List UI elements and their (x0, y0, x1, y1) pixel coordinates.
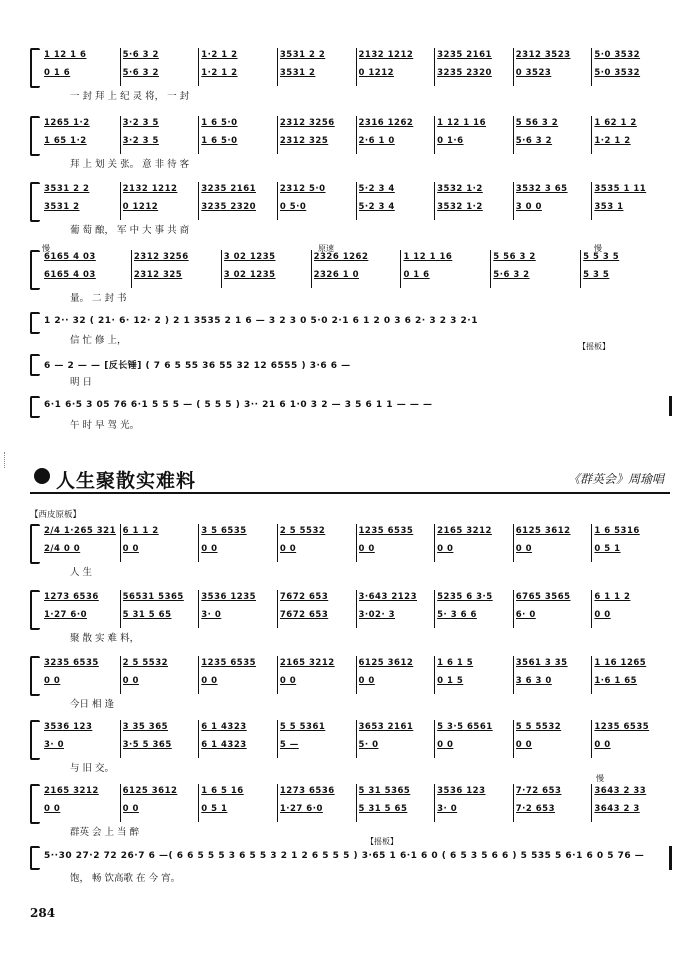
upper-voice: 2312 3256 (279, 118, 335, 128)
measure (120, 524, 199, 562)
upper-voice: 1 12 1 16 (437, 118, 486, 128)
lower-voice: 3532 1·2 (437, 202, 483, 212)
score-system (30, 590, 670, 648)
lower-voice: 0 0 (122, 544, 139, 554)
upper-voice: 3235 2161 (201, 184, 257, 194)
yaoban-mark: 【摇板】 (366, 837, 398, 846)
upper-voice: 5 56 3 2 (493, 252, 536, 262)
lyrics-line: 饱， 畅 饮高歌 在 今 宵。 (70, 873, 181, 884)
lyrics-line: 信 忙 修 上， (70, 335, 127, 346)
lower-voice: 0 0 (437, 544, 454, 554)
song-header (30, 466, 670, 500)
upper-voice: 3·2 3 5 (122, 118, 159, 128)
upper-voice: 5·0 3532 (594, 50, 641, 60)
lower-voice: 0 0 (515, 544, 533, 554)
lower-voice: 3531 2 (279, 68, 316, 78)
lower-voice: 0 0 (201, 544, 218, 554)
upper-voice: 2/4 1·265 321 (44, 526, 116, 536)
page-number: 284 (30, 906, 56, 920)
lower-voice: 0 5·0 (279, 202, 307, 212)
measure-row (42, 250, 670, 288)
measure (120, 116, 199, 154)
upper-voice: 5 56 3 2 (515, 118, 559, 128)
system-bracket (30, 784, 40, 824)
final-barline (669, 846, 672, 870)
measure (490, 250, 580, 288)
measure-row (42, 656, 670, 694)
measure (434, 116, 513, 154)
lower-voice: 2·6 1 0 (358, 136, 395, 146)
free-line-1 (30, 312, 670, 346)
measure (356, 784, 435, 822)
lower-voice: 3·5 5 365 (122, 740, 172, 750)
system-bracket (30, 116, 40, 156)
lower-voice: 1·6 1 65 (594, 676, 638, 686)
lower-voice: 5 — (279, 740, 299, 750)
measure-row (42, 48, 670, 86)
upper-voice: 3 02 1235 (223, 252, 276, 262)
upper-voice: 3536 123 (44, 722, 93, 732)
lower-voice: 6 1 4323 (201, 740, 247, 750)
measure (434, 720, 513, 758)
measure (356, 720, 435, 758)
measure (198, 720, 277, 758)
upper-voice: 1235 6535 (201, 658, 257, 668)
lower-voice: 6· 0 (515, 610, 536, 620)
measure (42, 524, 120, 562)
upper-voice: 2 5 5532 (122, 658, 169, 668)
upper-voice: 2165 3212 (279, 658, 335, 668)
upper-voice: 3235 6535 (44, 658, 99, 668)
lower-voice: 3·2 3 5 (122, 136, 159, 146)
measure (277, 590, 356, 628)
system-bracket (30, 590, 40, 630)
lower-voice: 2312 325 (279, 136, 329, 146)
measure (434, 182, 513, 220)
lower-voice: 5·0 3532 (594, 68, 641, 78)
measure (42, 784, 120, 822)
line-bracket (30, 354, 40, 376)
measure (198, 524, 277, 562)
measure (277, 524, 356, 562)
measure (311, 250, 401, 288)
measure-row (42, 182, 670, 220)
lower-voice: 3235 2320 (201, 202, 257, 212)
lower-voice: 0 0 (201, 676, 218, 686)
lower-voice: 7·2 653 (515, 804, 556, 814)
measure (120, 48, 199, 86)
upper-voice: 6 1 4323 (201, 722, 247, 732)
measure (434, 784, 513, 822)
line-bracket (30, 846, 40, 870)
lower-voice: 0 1212 (358, 68, 395, 78)
lower-voice: 0 0 (279, 544, 297, 554)
upper-voice: 3643 2 33 (594, 786, 647, 796)
measure (400, 250, 490, 288)
upper-voice: 3653 2161 (358, 722, 414, 732)
system-bracket (30, 250, 40, 290)
line-bracket (30, 396, 40, 418)
upper-voice: 1235 6535 (594, 722, 650, 732)
measure (221, 250, 311, 288)
upper-voice: 2 5 5532 (279, 526, 326, 536)
score-system (30, 784, 670, 840)
measure (591, 656, 670, 694)
tempo-mark-original: 原速 (318, 244, 334, 253)
measure (513, 720, 592, 758)
upper-voice: 5·6 3 2 (122, 50, 159, 60)
song-source: 《群英会》周瑜唱 (567, 472, 664, 486)
upper-voice: 2316 1262 (358, 118, 414, 128)
lower-voice: 5·2 3 4 (358, 202, 395, 212)
lyrics-line: 拜 上 划 关 张。 意 非 待 客 (70, 159, 190, 170)
measure (42, 116, 120, 154)
lower-voice: 0 0 (358, 676, 375, 686)
tempo-mark-slow: 慢 (596, 774, 604, 783)
notation-line: 1 2·· 32 ( 21· 6· 12· 2 ) 2 1 3535 2 1 6 — 3 2 3 0 5·0 2·1 6 1 2 0 3 6 2· 3 2 3 2·1 (44, 316, 478, 326)
lower-voice: 0 0 (44, 804, 61, 814)
system-bracket (30, 720, 40, 760)
upper-voice: 2312 3256 (133, 252, 189, 262)
final-barline (669, 396, 672, 416)
upper-voice: 1273 6536 (279, 786, 335, 796)
measure (120, 784, 199, 822)
tempo-mark-slow-2: 慢 (594, 244, 602, 253)
measure-row (42, 784, 670, 822)
upper-voice: 6 1 1 2 (122, 526, 159, 536)
measure (356, 656, 435, 694)
upper-voice: 3235 2161 (437, 50, 492, 60)
measure (277, 48, 356, 86)
upper-voice: 3532 1·2 (437, 184, 483, 194)
upper-voice: 3535 1 11 (594, 184, 647, 194)
lower-voice: 0 0 (515, 740, 533, 750)
lower-voice: 3· 0 (44, 740, 65, 750)
score-system (30, 656, 670, 714)
lyrics-line: 葡 萄 酿， 军 中 大 事 共 商 (70, 225, 190, 236)
measure (513, 656, 592, 694)
lower-voice: 3531 2 (44, 202, 80, 212)
score-system (30, 116, 670, 174)
lyrics-line: 群英 会 上 当 醉 (70, 827, 140, 838)
measure (513, 590, 592, 628)
measure-row (42, 590, 670, 628)
measure (591, 590, 670, 628)
measure (198, 48, 277, 86)
upper-voice: 1 16 1265 (594, 658, 647, 668)
line-bracket (30, 312, 40, 334)
upper-voice: 1235 6535 (358, 526, 414, 536)
upper-voice: 3536 1235 (201, 592, 257, 602)
song-title: 人生聚散实难料 (56, 470, 197, 492)
upper-voice: 3·643 2123 (358, 592, 418, 602)
measure (120, 590, 199, 628)
lower-voice: 7672 653 (279, 610, 329, 620)
lower-voice: 0 5 1 (594, 544, 621, 554)
measure (198, 784, 277, 822)
measure (434, 48, 513, 86)
lower-voice: 0 0 (594, 740, 611, 750)
upper-voice: 6125 3612 (358, 658, 414, 668)
notation-line: 6·1 6·5 3 05 76 6·1 5 5 5 — ( 5 5 5 ) 3·· 21 6 1·0 3 2 — 3 5 6 1 1 — — — (44, 400, 433, 410)
lower-voice: 3· 0 (201, 610, 222, 620)
lower-voice: 0 1 6 (44, 68, 71, 78)
lower-voice: 1 6 5·0 (201, 136, 238, 146)
upper-voice: 5 3·5 6561 (437, 722, 493, 732)
lower-voice: 3· 0 (437, 804, 458, 814)
upper-voice: 2132 1212 (358, 50, 414, 60)
measure (277, 656, 356, 694)
title-bullet-icon (34, 468, 50, 484)
measure (42, 48, 120, 86)
lower-voice: 0 3523 (515, 68, 552, 78)
upper-voice: 3 5 6535 (201, 526, 247, 536)
measure (198, 116, 277, 154)
system-bracket (30, 524, 40, 564)
free-line-2 (30, 354, 670, 388)
measure (120, 720, 199, 758)
upper-voice: 5 5 5532 (515, 722, 562, 732)
measure (513, 524, 592, 562)
lower-voice: 1 65 1·2 (44, 136, 87, 146)
measure (591, 116, 670, 154)
measure (42, 250, 131, 288)
lower-voice: 3643 2 3 (594, 804, 640, 814)
free-line-3 (30, 396, 670, 432)
measure (42, 656, 120, 694)
lower-voice: 3 02 1235 (223, 270, 276, 280)
measure (120, 656, 199, 694)
lower-voice: 3·02· 3 (358, 610, 396, 620)
upper-voice: 1273 6536 (44, 592, 99, 602)
measure-row (42, 116, 670, 154)
lower-voice: 1·27 6·0 (279, 804, 323, 814)
measure (42, 590, 120, 628)
lower-voice: 0 0 (279, 676, 297, 686)
lower-voice: 0 0 (122, 676, 139, 686)
upper-voice: 3531 2 2 (44, 184, 90, 194)
measure (591, 182, 670, 220)
lyrics-line: 今日 相 逢 (70, 699, 115, 710)
upper-voice: 1 6 1 5 (437, 658, 474, 668)
measure (42, 720, 120, 758)
lower-voice: 5·6 3 2 (122, 68, 159, 78)
lower-voice: 5· 3 6 6 (437, 610, 477, 620)
upper-voice: 6125 3612 (122, 786, 178, 796)
measure (513, 48, 592, 86)
lower-voice: 0 0 (44, 676, 61, 686)
lower-voice: 1·2 1 2 (201, 68, 238, 78)
lower-voice: 5 31 5 65 (122, 610, 172, 620)
measure (513, 784, 592, 822)
upper-voice: 7672 653 (279, 592, 329, 602)
lower-voice: 0 0 (437, 740, 454, 750)
measure (120, 182, 199, 220)
measure (356, 48, 435, 86)
notation-line: 5··30 27·2 72 26·7 6 —( 6 6 5 5 5 3 6 5 5 3 2 1 2 6 5 5 5 ) 3·65 1 6·1 6 0 ( 6 5 3 5 6 6 ) 5 535 5 6·1 6 0 5 76 — (44, 851, 645, 861)
yaoban-mark: 【摇板】 (578, 342, 610, 351)
upper-voice: 2326 1262 (313, 252, 369, 262)
system-bracket (30, 656, 40, 696)
lower-voice: 0 1 5 (437, 676, 464, 686)
upper-voice: 1265 1·2 (44, 118, 90, 128)
measure (198, 656, 277, 694)
upper-voice: 3536 123 (437, 786, 486, 796)
lower-voice: 6165 4 03 (44, 270, 96, 280)
score-system (30, 182, 670, 240)
upper-voice: 6 1 1 2 (594, 592, 631, 602)
lower-voice: 0 1·6 (437, 136, 464, 146)
lower-voice: 0 5 1 (201, 804, 228, 814)
upper-voice: 2165 3212 (437, 526, 492, 536)
lower-voice: 5· 0 (358, 740, 379, 750)
lower-voice: 2312 325 (133, 270, 183, 280)
tempo-mark-slow: 慢 (42, 244, 50, 253)
upper-voice: 1 12 1 6 (44, 50, 87, 60)
measure (591, 48, 670, 86)
measure (42, 182, 120, 220)
measure (356, 590, 435, 628)
upper-voice: 2312 3523 (515, 50, 571, 60)
lower-voice: 5 31 5 65 (358, 804, 408, 814)
lower-voice: 0 1 6 (403, 270, 430, 280)
lyrics-line: 量。 二 封 书 (70, 293, 127, 304)
measure (131, 250, 221, 288)
measure (591, 524, 670, 562)
upper-voice: 1 62 1 2 (594, 118, 637, 128)
lower-voice: 1·27 6·0 (44, 610, 87, 620)
score-system (30, 250, 670, 306)
upper-voice: 2165 3212 (44, 786, 99, 796)
upper-voice: 5 5 3 5 (583, 252, 620, 262)
upper-voice: 5 31 5365 (358, 786, 411, 796)
measure (277, 116, 356, 154)
notation-line: 6 — 2 — — [反长锤] ( 7 6 5 55 36 55 32 12 6555 ) 3·6 6 — (44, 361, 351, 371)
measure-row (42, 524, 670, 562)
lower-voice: 3 6 3 0 (515, 676, 552, 686)
system-bracket (30, 182, 40, 222)
lower-voice: 2326 1 0 (313, 270, 359, 280)
lower-voice: 5·6 3 2 (515, 136, 553, 146)
lower-voice: 3 0 0 (515, 202, 542, 212)
lyrics-line: 明 日 (70, 377, 93, 388)
upper-voice: 7·72 653 (515, 786, 562, 796)
measure (356, 116, 435, 154)
upper-voice: 1 6 5 16 (201, 786, 244, 796)
lyrics-line: 聚 散 实 难 料， (70, 633, 140, 644)
lower-voice: 0 0 (594, 610, 611, 620)
lower-voice: 3235 2320 (437, 68, 492, 78)
lower-voice: 0 0 (358, 544, 375, 554)
upper-voice: 6125 3612 (515, 526, 571, 536)
lower-voice: 0 0 (122, 804, 139, 814)
lower-voice: 2/4 0 0 (44, 544, 81, 554)
measure (591, 720, 670, 758)
measure (580, 250, 670, 288)
lower-voice: 353 1 (594, 202, 624, 212)
measure (277, 720, 356, 758)
tempo-label: 【西皮原板】 (30, 510, 82, 520)
measure (591, 784, 670, 822)
upper-voice: 3531 2 2 (279, 50, 326, 60)
upper-voice: 5235 6 3·5 (437, 592, 493, 602)
lower-voice: 1·2 1 2 (594, 136, 631, 146)
upper-voice: 6165 4 03 (44, 252, 96, 262)
lower-voice: 0 1212 (122, 202, 159, 212)
upper-voice: 2312 5·0 (279, 184, 326, 194)
upper-voice: 3561 3 35 (515, 658, 568, 668)
lyrics-line: 一 封 拜 上 纪 灵 将， 一 封 (70, 91, 190, 102)
upper-voice: 1·2 1 2 (201, 50, 238, 60)
upper-voice: 3 35 365 (122, 722, 169, 732)
measure (434, 656, 513, 694)
measure (513, 182, 592, 220)
lyrics-line: 人 生 (70, 567, 93, 578)
lyrics-line: 午 时 早 驾 光。 (70, 420, 140, 431)
measure (356, 182, 435, 220)
upper-voice: 1 6 5·0 (201, 118, 238, 128)
system-bracket (30, 48, 40, 88)
binding-mark (4, 452, 7, 468)
measure-row (42, 720, 670, 758)
upper-voice: 1 6 5316 (594, 526, 640, 536)
measure (356, 524, 435, 562)
header-rule (30, 492, 670, 494)
upper-voice: 6765 3565 (515, 592, 571, 602)
upper-voice: 1 12 1 16 (403, 252, 453, 262)
measure (277, 182, 356, 220)
measure (434, 524, 513, 562)
lyrics-line: 与 旧 交。 (70, 763, 115, 774)
upper-voice: 56531 5365 (122, 592, 184, 602)
score-system (30, 720, 670, 778)
score-system (30, 48, 670, 106)
upper-voice: 3532 3 65 (515, 184, 568, 194)
lower-voice: 5 3 5 (583, 270, 610, 280)
upper-voice: 5 5 5361 (279, 722, 326, 732)
upper-voice: 5·2 3 4 (358, 184, 395, 194)
measure (198, 182, 277, 220)
score-system (30, 524, 670, 582)
measure (277, 784, 356, 822)
measure (513, 116, 592, 154)
free-line-final (30, 846, 670, 886)
upper-voice: 2132 1212 (122, 184, 178, 194)
measure (198, 590, 277, 628)
lower-voice: 5·6 3 2 (493, 270, 530, 280)
measure (434, 590, 513, 628)
